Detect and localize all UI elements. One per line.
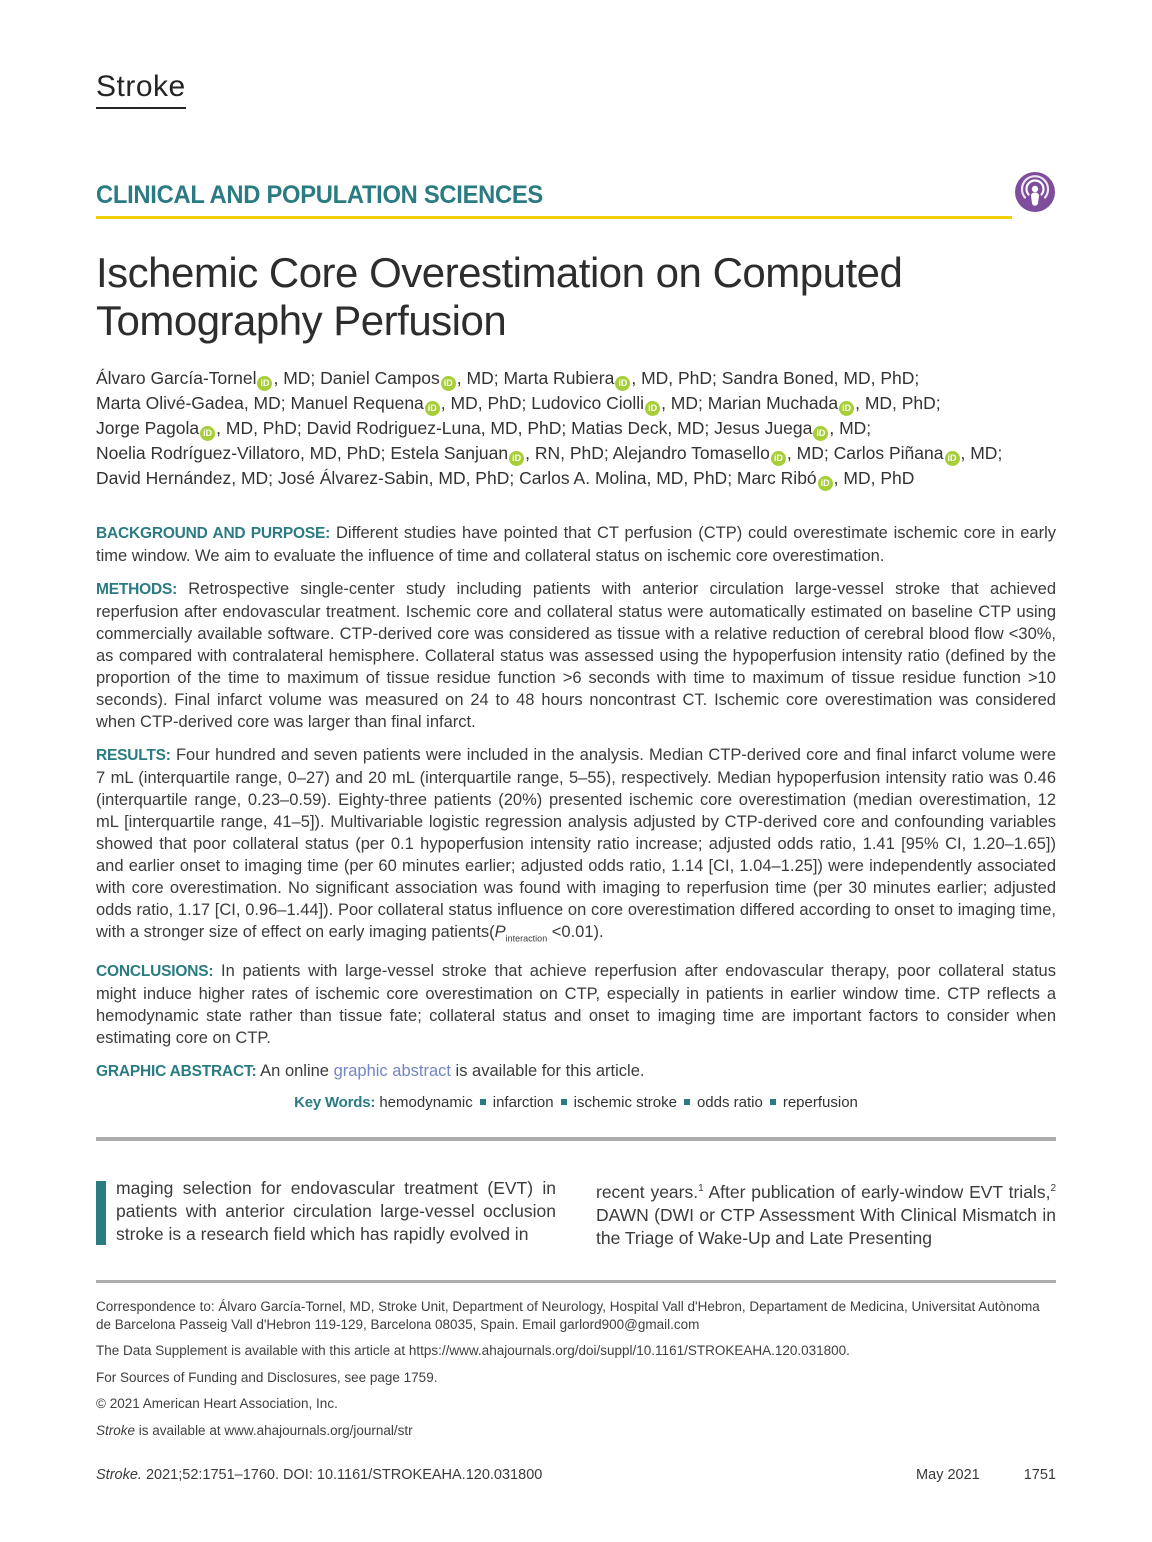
abstract-results: [96, 744, 1056, 949]
divider-rule-bottom: [96, 1280, 1056, 1283]
orcid-icon[interactable]: iD: [839, 401, 854, 416]
availability-note: [96, 1422, 1056, 1440]
correspondence-note: Correspondence to: Álvaro García-Tornel, MD, Stroke Unit, Department of Neurology, Hospital Vall d'Hebron, Departament de Medicina, Universitat Autònoma de Barcelona Passeig Vall d'Hebron 119-129, Barcelona 08035, Spain. Email garlord900@gmail.com: [96, 1299, 1040, 1332]
citation: [96, 1467, 542, 1483]
intro-column-right: [596, 1177, 1056, 1250]
author-line: [96, 366, 1056, 391]
data-supplement-note: The Data Supplement is available with this article at https://www.ahajournals.org/doi/suppl/10.1161/STROKEAHA.120.031800.: [96, 1343, 850, 1359]
p-interaction-symbol: P: [494, 923, 506, 941]
keyword: ischemic stroke: [573, 1094, 677, 1112]
author-name: Álvaro García-Tornel: [96, 368, 257, 388]
keyword: reperfusion: [782, 1094, 858, 1112]
orcid-icon[interactable]: iD: [257, 376, 272, 391]
background-text: Different studies have pointed that CT perfusion (CTP) could overestimate ischemic core in early time window. We aim to evaluate the influence of time and collateral status on ischemic core overestimation.: [96, 524, 1056, 565]
author-name: Jorge Pagola: [96, 418, 200, 438]
abstract-background: [96, 522, 1056, 567]
orcid-icon[interactable]: iD: [441, 376, 456, 391]
author-name: , MD; Marian Muchada: [661, 393, 839, 413]
author-name: , MD, PhD; Ludovico Ciolli: [440, 393, 645, 413]
graphic-abstract-label: GRAPHIC ABSTRACT:: [96, 1063, 257, 1081]
article-title: [96, 249, 1056, 345]
page-number: 1751: [1023, 1467, 1056, 1484]
orcid-icon[interactable]: iD: [771, 451, 786, 466]
keyword: infarction: [492, 1094, 554, 1112]
issue-and-page: [916, 1467, 1056, 1483]
results-text-end: <0.01).: [547, 923, 604, 941]
orcid-icon[interactable]: iD: [945, 451, 960, 466]
reference-2[interactable]: 2: [1050, 1183, 1056, 1195]
keyword-separator-square: [480, 1099, 486, 1105]
footnotes: [96, 1298, 1056, 1439]
orcid-icon[interactable]: iD: [645, 401, 660, 416]
author-line: [96, 441, 1056, 466]
conclusions-label: CONCLUSIONS:: [96, 963, 214, 981]
author-name: , MD, PhD;: [855, 393, 941, 413]
author-line: [96, 466, 1056, 491]
orcid-icon[interactable]: iD: [425, 401, 440, 416]
author-name: Noelia Rodríguez-Villatoro, MD, PhD; Estela Sanjuan: [96, 443, 509, 463]
article-title-line1: Ischemic Core Overestimation on Computed: [96, 249, 903, 296]
issue-date: May 2021: [916, 1467, 980, 1484]
background-label: BACKGROUND AND PURPOSE:: [96, 525, 331, 542]
author-list: [96, 366, 1056, 491]
author-name: , MD; Daniel Campos: [273, 368, 440, 388]
methods-label: METHODS:: [96, 581, 178, 598]
keywords-label: Key Words:: [294, 1094, 376, 1112]
graphic-abstract-post: is available for this article.: [450, 1062, 645, 1081]
divider-rule-top: [96, 1137, 1056, 1141]
intro-left-text: maging selection for endovascular treatment (EVT) in patients with anterior circulation large-vessel occlusion stroke is a research field which has rapidly evolved in: [116, 1178, 556, 1245]
journal-name-italic: Stroke: [96, 1422, 136, 1438]
graphic-abstract-link[interactable]: graphic abstract: [333, 1062, 451, 1081]
methods-text: Retrospective single-center study including patients with anterior circulation large-vessel stroke that achieved reperfusion after endovascular treatment. Ischemic core and collateral status were automatically estimated on baseline CTP using commercially available software. CTP-derived core was considered as tissue with a relative reduction of cerebral blood flow <30%, as compared with contralateral hemisphere. Collateral status was assessed using the hypoperfusion intensity ratio (defined by the proportion of the time to maximum of tissue residue function >6 seconds with time to maximum of tissue residue function >10 seconds). Final infarct volume was measured on 24 to 48 hours noncontrast CT. Ischemic core overestimation was considered when CTP-derived core was larger than final infarct.: [96, 580, 1056, 731]
article-title-line2: Tomography Perfusion: [96, 297, 507, 344]
orcid-icon[interactable]: iD: [509, 451, 524, 466]
graphic-abstract-pre: An online: [256, 1062, 334, 1081]
author-name: , MD; Marta Rubiera: [456, 368, 615, 388]
keyword-separator-square: [684, 1099, 690, 1105]
author-line: [96, 391, 1056, 416]
abstract: [96, 522, 1056, 1083]
conclusions-text: In patients with large-vessel stroke that achieve reperfusion after endovascular therapy, poor collateral status might induce higher rates of ischemic core overestimation on CTP, especially in patients in earlier window time. CTP reflects a hemodynamic state rather than tissue fate; collateral status and onset to imaging time are important factors to consider when estimating core on CTP.: [96, 962, 1056, 1048]
orcid-icon[interactable]: iD: [615, 376, 630, 391]
funding-note: For Sources of Funding and Disclosures, see page 1759.: [96, 1369, 438, 1385]
intro-columns: [96, 1177, 1056, 1250]
author-name: David Hernández, MD; José Álvarez-Sabin, MD, PhD; Carlos A. Molina, MD, PhD; Marc Ribó: [96, 468, 817, 488]
results-text: Four hundred and seven patients were included in the analysis. Median CTP-derived core and final infarct volume were 7 mL (interquartile range, 0–27) and 20 mL (interquartile range, 5–55), respectively. Median hypoperfusion intensity ratio was 0.46 (interquartile range, 0.23–0.59). Eighty-three patients (20%) presented ischemic core overestimation (median overestimation, 12 mL [interquartile range, 41–5]). Multivariable logistic regression analysis adjusted by CTP-derived core and confounding variables showed that poor collateral status (per 0.1 hypoperfusion intensity ratio increase; adjusted odds ratio, 1.41 [95% CI, 1.20–1.65]) and earlier onset to imaging time (per 60 minutes earlier; adjusted odds ratio, 1.14 [CI, 1.04–1.25]) were independently associated with core overestimation. No significant association was found with imaging to reperfusion time (per 30 minutes earlier; adjusted odds ratio, 1.17 [CI, 0.96–1.44]). Poor collateral status influence on core overestimation differed according to onset to imaging time, with a stronger size of effect on early imaging patients(: [96, 746, 1056, 941]
author-name: , MD;: [829, 418, 872, 438]
author-name: Marta Olivé-Gadea, MD; Manuel Requena: [96, 393, 424, 413]
availability-text: is available at www.ahajournals.org/journal/str: [135, 1422, 413, 1438]
author-line: [96, 416, 1056, 441]
results-label: RESULTS:: [96, 747, 171, 764]
orcid-icon[interactable]: iD: [813, 426, 828, 441]
author-name: , MD, PhD: [833, 468, 915, 488]
copyright-note: © 2021 American Heart Association, Inc.: [96, 1396, 338, 1412]
p-interaction-subscript: interaction: [505, 933, 548, 944]
orcid-icon[interactable]: iD: [818, 476, 833, 491]
page-footer: [96, 1467, 1056, 1483]
keyword: hemodynamic: [379, 1094, 473, 1112]
intro-right-text: After publication of early-window EVT trials,: [703, 1182, 1051, 1203]
author-name: , MD, PhD; David Rodriguez-Luna, MD, PhD; Matias Deck, MD; Jesus Juega: [216, 418, 813, 438]
keyword-separator-square: [770, 1099, 776, 1105]
intro-column-left: [96, 1177, 556, 1250]
orcid-icon[interactable]: iD: [200, 426, 215, 441]
dropcap-letter-i: [96, 1181, 106, 1245]
author-name: , RN, PhD; Alejandro Tomasello: [525, 443, 770, 463]
section-header: [96, 181, 1056, 219]
keywords-line: [96, 1094, 1056, 1111]
author-name: , MD;: [960, 443, 1003, 463]
citation-journal-italic: Stroke.: [96, 1467, 142, 1484]
author-name: , MD; Carlos Piñana: [786, 443, 944, 463]
abstract-methods: [96, 578, 1056, 733]
citation-text: 2021;52:1751–1760. DOI: 10.1161/STROKEAHA.120.031800: [141, 1467, 543, 1484]
keyword-separator-square: [561, 1099, 567, 1105]
journal-logo: Stroke: [96, 70, 186, 109]
keyword: odds ratio: [696, 1094, 763, 1112]
intro-right-text: DAWN (DWI or CTP Assessment With Clinical Mismatch in the Triage of Wake-Up and Late Presenting: [596, 1205, 1056, 1249]
author-name: , MD, PhD; Sandra Boned, MD, PhD;: [631, 368, 920, 388]
abstract-graphic: [96, 1060, 1056, 1083]
reference-1[interactable]: 1: [698, 1183, 704, 1195]
abstract-conclusions: [96, 960, 1056, 1049]
podcast-icon[interactable]: [1014, 171, 1056, 213]
intro-right-text: recent years.: [596, 1182, 699, 1203]
section-underline: [96, 216, 1012, 219]
section-title: CLINICAL AND POPULATION SCIENCES: [96, 181, 543, 209]
